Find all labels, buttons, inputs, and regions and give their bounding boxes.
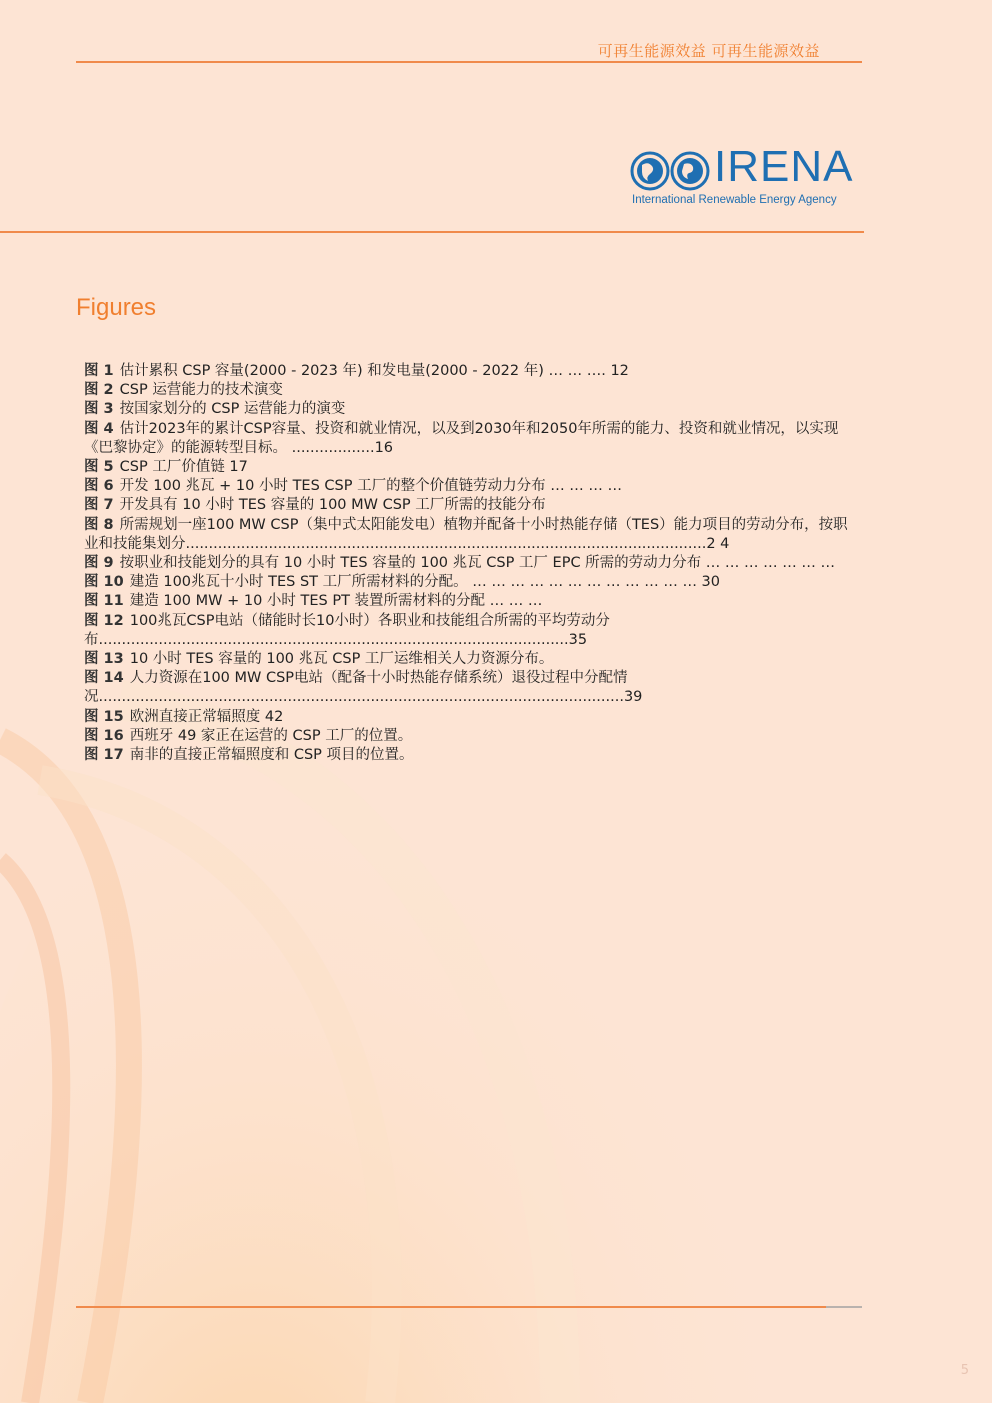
figure-label: 图 10 bbox=[84, 574, 124, 591]
figure-list bbox=[84, 362, 860, 765]
footer-rule-end bbox=[826, 1306, 862, 1308]
toc-entry[interactable] bbox=[84, 496, 860, 515]
figure-label: 图 12 bbox=[84, 612, 124, 629]
header-rule bbox=[76, 61, 862, 63]
figure-caption: 欧洲直接正常辐照度 42 bbox=[129, 708, 284, 725]
figure-caption: 人力资源在100 MW CSP电站（配备十小时热能存储系统）退役过程中分配情况..................................................................................................................39 bbox=[84, 670, 643, 706]
figure-caption: 估计累积 CSP 容量(2000 - 2023 年) 和发电量(2000 - 2022 年) … … …. 12 bbox=[119, 363, 629, 379]
figure-label: 图 9 bbox=[84, 555, 114, 572]
toc-entry[interactable] bbox=[84, 381, 860, 400]
figure-label: 图 11 bbox=[84, 593, 124, 610]
toc-entry[interactable] bbox=[84, 400, 860, 419]
figure-caption: 开发 100 兆瓦 + 10 小时 TES CSP 工厂的整个价值链劳动力分布 … … … … bbox=[119, 478, 623, 495]
toc-entry[interactable] bbox=[84, 458, 860, 477]
logo-rule bbox=[0, 231, 864, 233]
figure-caption: CSP 工厂价值链 17 bbox=[119, 459, 248, 476]
figure-label: 图 1 bbox=[84, 363, 114, 379]
figure-label: 图 4 bbox=[84, 420, 114, 437]
figure-caption: 建造 100兆瓦十小时 TES ST 工厂所需材料的分配。 … … … … … … … … … … … … 30 bbox=[129, 574, 720, 591]
toc-entry[interactable] bbox=[84, 477, 860, 496]
irena-logo bbox=[630, 142, 866, 212]
figure-label: 图 17 bbox=[84, 747, 124, 764]
figure-caption: 按国家划分的 CSP 运营能力的演变 bbox=[119, 401, 346, 418]
toc-entry[interactable] bbox=[84, 573, 860, 592]
toc-entry[interactable] bbox=[84, 612, 860, 650]
toc-entry[interactable] bbox=[84, 516, 860, 554]
figure-label: 图 8 bbox=[84, 516, 114, 533]
footer-rule bbox=[76, 1306, 826, 1308]
toc-entry[interactable] bbox=[84, 727, 860, 746]
toc-entry[interactable] bbox=[84, 650, 860, 669]
figure-caption: 按职业和技能划分的具有 10 小时 TES 容量的 100 兆瓦 CSP 工厂 EPC 所需的劳动力分布 … … … … … … … bbox=[119, 555, 835, 572]
toc-entry[interactable] bbox=[84, 708, 860, 727]
figure-label: 图 15 bbox=[84, 708, 124, 725]
figure-caption: 南非的直接正常辐照度和 CSP 项目的位置。 bbox=[129, 747, 414, 764]
figure-label: 图 16 bbox=[84, 727, 124, 744]
figure-caption: 西班牙 49 家正在运营的 CSP 工厂的位置。 bbox=[129, 727, 413, 744]
figure-caption: 开发具有 10 小时 TES 容量的 100 MW CSP 工厂所需的技能分布 bbox=[119, 497, 546, 514]
figure-label: 图 14 bbox=[84, 670, 124, 687]
figure-caption: 100兆瓦CSP电站（储能时长10小时）各职业和技能组合所需的平均劳动分布......................................................................................................35 bbox=[84, 612, 610, 648]
toc-entry[interactable] bbox=[84, 554, 860, 573]
figure-label: 图 2 bbox=[84, 382, 114, 399]
figure-caption: 所需规划一座100 MW CSP（集中式太阳能发电）植物并配备十小时热能存储（TES）能力项目的劳动分布，按职业和技能集划分.................................................................................................................2 4 bbox=[84, 516, 848, 552]
section-title: Figures bbox=[76, 294, 157, 321]
running-header: 可再生能源效益 可再生能源效益 bbox=[597, 42, 820, 60]
figure-label: 图 7 bbox=[84, 497, 114, 514]
toc-entry[interactable] bbox=[84, 362, 860, 381]
toc-entry[interactable] bbox=[84, 669, 860, 707]
figure-caption: 建造 100 MW + 10 小时 TES PT 装置所需材料的分配 … … … bbox=[129, 593, 543, 610]
logo-wordmark: IRENA bbox=[714, 142, 854, 191]
logo-tagline: International Renewable Energy Agency bbox=[632, 194, 837, 206]
page-number: 5 bbox=[960, 1363, 969, 1378]
figure-caption: CSP 运营能力的技术演变 bbox=[119, 382, 283, 399]
figure-caption: 10 小时 TES 容量的 100 兆瓦 CSP 工厂运维相关人力资源分布。 bbox=[129, 651, 554, 668]
toc-entry[interactable] bbox=[84, 746, 860, 765]
toc-entry[interactable] bbox=[84, 420, 860, 458]
figure-label: 图 3 bbox=[84, 401, 114, 418]
figure-label: 图 13 bbox=[84, 651, 124, 668]
figure-label: 图 6 bbox=[84, 478, 114, 495]
toc-entry[interactable] bbox=[84, 592, 860, 611]
globe-icon bbox=[630, 150, 712, 192]
figure-caption: 估计2023年的累计CSP容量、投资和就业情况，以及到2030年和2050年所需的能力、投资和就业情况，以实现《巴黎协定》的能源转型目标。 ..................16 bbox=[84, 420, 839, 456]
figure-label: 图 5 bbox=[84, 459, 114, 476]
